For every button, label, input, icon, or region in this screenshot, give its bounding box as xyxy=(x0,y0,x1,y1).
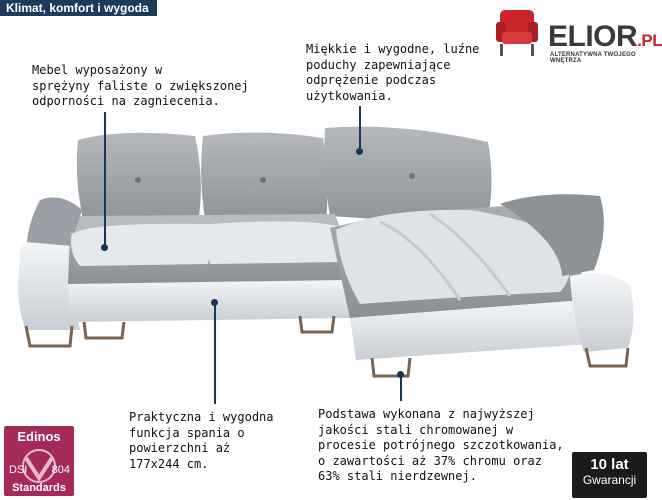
note-legs xyxy=(318,407,564,485)
warranty-badge xyxy=(572,452,647,498)
note-sleeping xyxy=(129,410,274,472)
note-line: Praktyczna i wygodna xyxy=(129,410,274,424)
warranty-years: 10 lat xyxy=(590,456,629,473)
note-line: funkcja spania o xyxy=(129,425,245,440)
note-line: Mebel wyposażony w xyxy=(32,63,163,77)
note-line: odporności na zagniecenia. xyxy=(32,94,220,108)
note-line: o zawartości aż 37% chromu oraz xyxy=(318,453,542,468)
note-line: sprężyny faliste o zwiększonej xyxy=(32,78,249,93)
note-cushions xyxy=(306,42,479,104)
warranty-label: Gwarancji xyxy=(582,473,637,487)
brand-name-text: ELIOR xyxy=(548,20,638,53)
note-line: odprężenie podczas xyxy=(306,73,437,87)
brand-domain: .PL xyxy=(637,31,662,50)
note-line: Miękkie i wygodne, luźne xyxy=(306,42,480,56)
pointer-line-springs xyxy=(104,112,106,248)
edinos-code-right: 804 xyxy=(51,464,70,476)
pointer-line-sleeping xyxy=(214,304,216,404)
note-line: Podstawa wykonana z najwyższej xyxy=(318,407,535,421)
note-line: 63% stali nierdzewnej. xyxy=(318,469,477,483)
pointer-dot-cushions xyxy=(356,148,363,155)
edinos-name: Edinos xyxy=(17,429,61,444)
note-line: procesie potrójnego szczotkowania, xyxy=(318,438,564,452)
header-tag: Klimat, komfort i wygoda xyxy=(0,0,157,16)
note-line: jakości stali chromowanej w xyxy=(318,422,514,437)
note-line: 177x244 cm. xyxy=(129,456,209,471)
note-line: użytkowania. xyxy=(306,88,393,103)
note-line: powierzchni aż xyxy=(129,441,231,455)
pointer-line-legs xyxy=(400,377,402,401)
edinos-footer: Standards xyxy=(12,482,66,494)
edinos-badge xyxy=(4,426,74,496)
pointer-line-cushions xyxy=(359,106,361,152)
note-springs xyxy=(32,63,249,110)
pointer-dot-springs xyxy=(101,244,108,251)
note-line: poduchy zapewniające xyxy=(306,57,451,72)
edinos-code-left: DSI xyxy=(9,464,28,476)
brand-tagline: ALTERNATYWNA TWOJEGO WNĘTRZA xyxy=(550,52,636,64)
